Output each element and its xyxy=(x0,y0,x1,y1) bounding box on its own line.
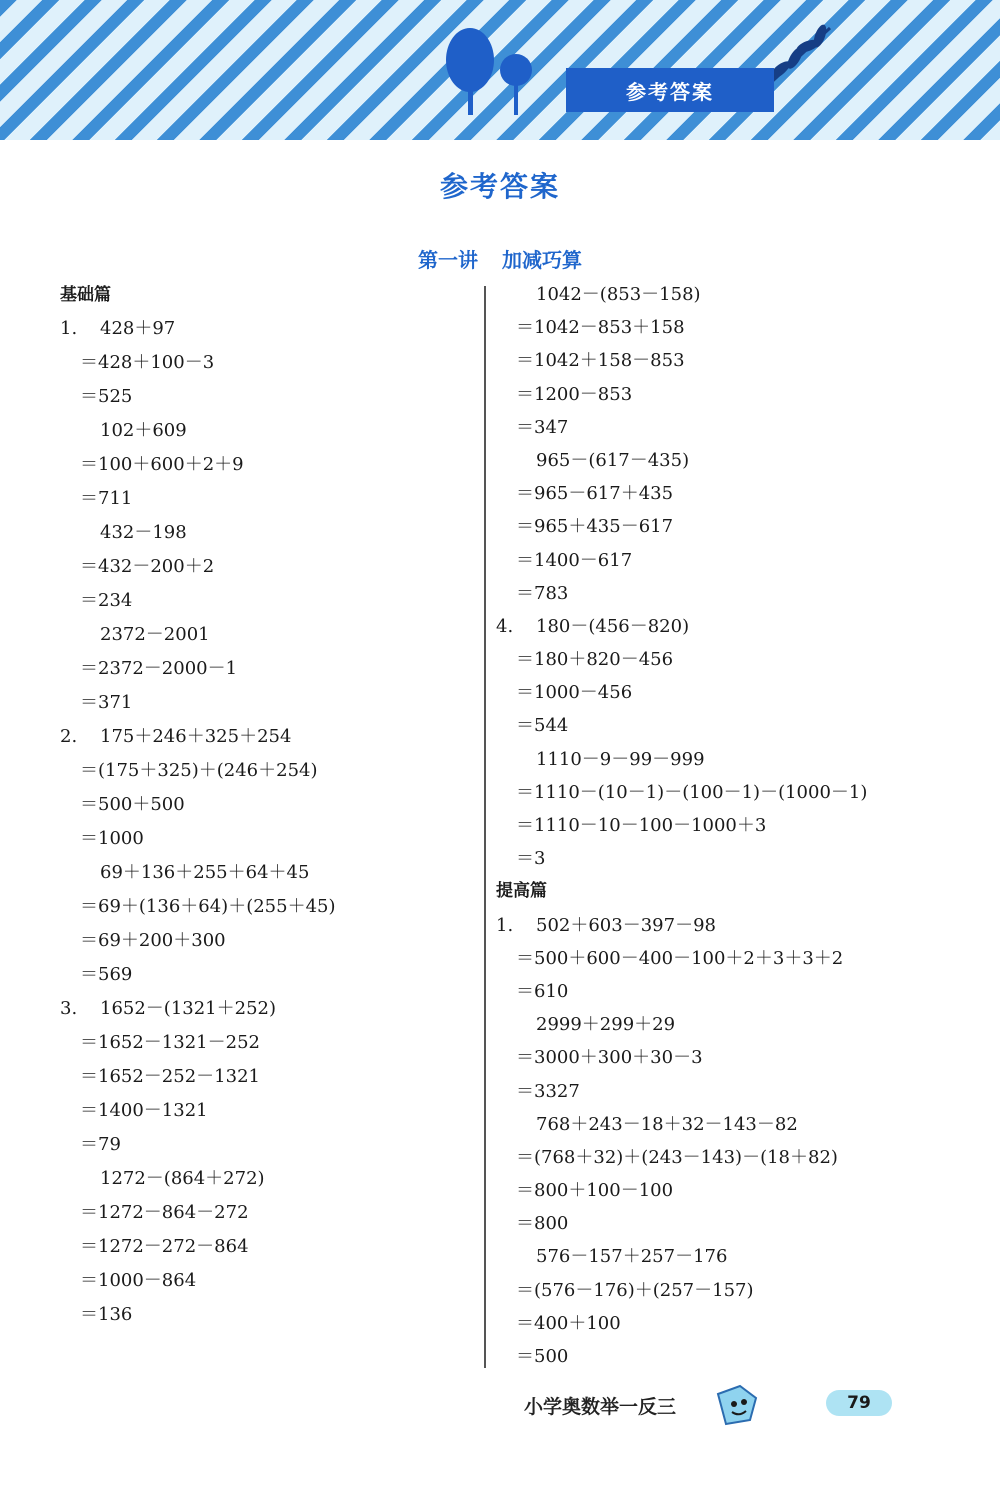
solution-step: ＝1000－864 xyxy=(80,1270,197,1291)
solution-step: ＝1042＋158－853 xyxy=(516,350,685,372)
section-heading: 基础篇 xyxy=(60,285,111,305)
problem-number: 1. xyxy=(496,914,514,936)
header-banner xyxy=(0,0,1000,140)
book-title: 小学奥数举一反三 xyxy=(524,1396,677,1418)
solution-step: ＝1652－1321－252 xyxy=(80,1032,260,1053)
expression-line: 2372－2001 xyxy=(100,624,210,645)
right-column xyxy=(496,278,976,1373)
solution-step: ＝79 xyxy=(80,1134,121,1155)
problem-line xyxy=(60,312,470,346)
problem-line xyxy=(496,610,976,643)
expression-line: 102＋609 xyxy=(100,420,187,441)
solution-step: ＝3 xyxy=(516,848,546,870)
solution-step: ＝711 xyxy=(80,488,133,509)
problem-expression: 502＋603－397－98 xyxy=(536,914,716,936)
problem-line xyxy=(60,992,470,1026)
solution-step: ＝610 xyxy=(516,980,569,1002)
solution-step: ＝347 xyxy=(516,416,569,438)
problem-expression: 428＋97 xyxy=(100,318,176,339)
problem-line xyxy=(60,720,470,754)
solution-step: ＝(175＋325)＋(246＋254) xyxy=(80,760,318,781)
page-title: 参考答案 xyxy=(439,170,560,203)
solution-step: ＝2372－2000－1 xyxy=(80,658,238,679)
expression-line: 432－198 xyxy=(100,522,187,543)
lecture-number: 第一讲 xyxy=(418,248,478,272)
solution-step: ＝500＋500 xyxy=(80,794,185,815)
page-number: 79 xyxy=(826,1390,892,1416)
solution-step: ＝965－617＋435 xyxy=(516,483,674,505)
solution-step: ＝500＋600－400－100＋2＋3＋3＋2 xyxy=(516,947,844,969)
expression-line: 965－(617－435) xyxy=(536,449,690,471)
solution-step: ＝1000 xyxy=(80,828,144,849)
solution-step: ＝400＋100 xyxy=(516,1312,621,1334)
solution-step: ＝965＋435－617 xyxy=(516,516,674,538)
solution-step: ＝544 xyxy=(516,715,569,737)
left-column xyxy=(60,278,470,1332)
solution-step: ＝371 xyxy=(80,692,133,713)
solution-step: ＝(576－176)＋(257－157) xyxy=(516,1279,754,1301)
solution-step: ＝1042－853＋158 xyxy=(516,317,685,339)
solution-step: ＝800 xyxy=(516,1213,569,1235)
column-divider xyxy=(484,286,486,1368)
solution-step: ＝136 xyxy=(80,1304,133,1325)
solution-step: ＝234 xyxy=(80,590,133,611)
tree-decoration-icon xyxy=(440,20,550,120)
expression-line: 1272－(864＋272) xyxy=(100,1168,265,1189)
solution-step: ＝783 xyxy=(516,582,569,604)
solution-step: ＝525 xyxy=(80,386,133,407)
solution-step: ＝(768＋32)＋(243－143)－(18＋82) xyxy=(516,1146,838,1168)
expression-line: 768＋243－18＋32－143－82 xyxy=(536,1113,798,1135)
solution-step: ＝1400－1321 xyxy=(80,1100,208,1121)
expression-line: 1042－(853－158) xyxy=(536,284,701,305)
mascot-icon xyxy=(710,1380,764,1430)
expression-line: 576－157＋257－176 xyxy=(536,1246,728,1268)
solution-step: ＝1200－853 xyxy=(516,383,633,405)
solution-step: ＝3000＋300＋30－3 xyxy=(516,1047,703,1069)
problem-number: 3. xyxy=(60,998,78,1019)
problem-number: 1. xyxy=(60,318,78,339)
expression-line: 1110－9－99－999 xyxy=(536,748,705,770)
solution-step: ＝1272－272－864 xyxy=(80,1236,249,1257)
problem-expression: 180－(456－820) xyxy=(536,615,690,637)
expression-line: 69＋136＋255＋64＋45 xyxy=(100,862,310,883)
solution-step: ＝500 xyxy=(516,1346,569,1367)
solution-step: ＝800＋100－100 xyxy=(516,1180,674,1202)
solution-step: ＝69＋200＋300 xyxy=(80,930,226,951)
solution-step: ＝1400－617 xyxy=(516,549,633,571)
solution-step: ＝1110－10－100－1000＋3 xyxy=(516,815,767,836)
problem-number: 2. xyxy=(60,726,78,747)
solution-step: ＝1110－(10－1)－(100－1)－(1000－1) xyxy=(516,781,868,803)
solution-step: ＝100＋600＋2＋9 xyxy=(80,454,244,475)
problem-expression: 175＋246＋325＋254 xyxy=(100,726,292,747)
solution-step: ＝1000－456 xyxy=(516,682,633,704)
solution-step: ＝180＋820－456 xyxy=(516,649,674,671)
lecture-name: 加减巧算 xyxy=(502,248,582,272)
header-tag: 参考答案 xyxy=(566,68,774,112)
solution-step: ＝1652－252－1321 xyxy=(80,1066,260,1087)
solution-step: ＝1272－864－272 xyxy=(80,1202,249,1223)
problem-number: 4. xyxy=(496,615,514,637)
solution-step: ＝569 xyxy=(80,964,133,985)
solution-step: ＝432－200＋2 xyxy=(80,556,215,577)
solution-step: ＝428＋100－3 xyxy=(80,352,215,373)
problem-line xyxy=(496,909,976,942)
expression-line: 2999＋299＋29 xyxy=(536,1014,676,1036)
lecture-title xyxy=(0,244,1000,273)
section-heading: 提高篇 xyxy=(496,881,547,902)
problem-expression: 1652－(1321＋252) xyxy=(100,998,277,1019)
solution-step: ＝69＋(136＋64)＋(255＋45) xyxy=(80,896,336,917)
solution-step: ＝3327 xyxy=(516,1080,580,1102)
